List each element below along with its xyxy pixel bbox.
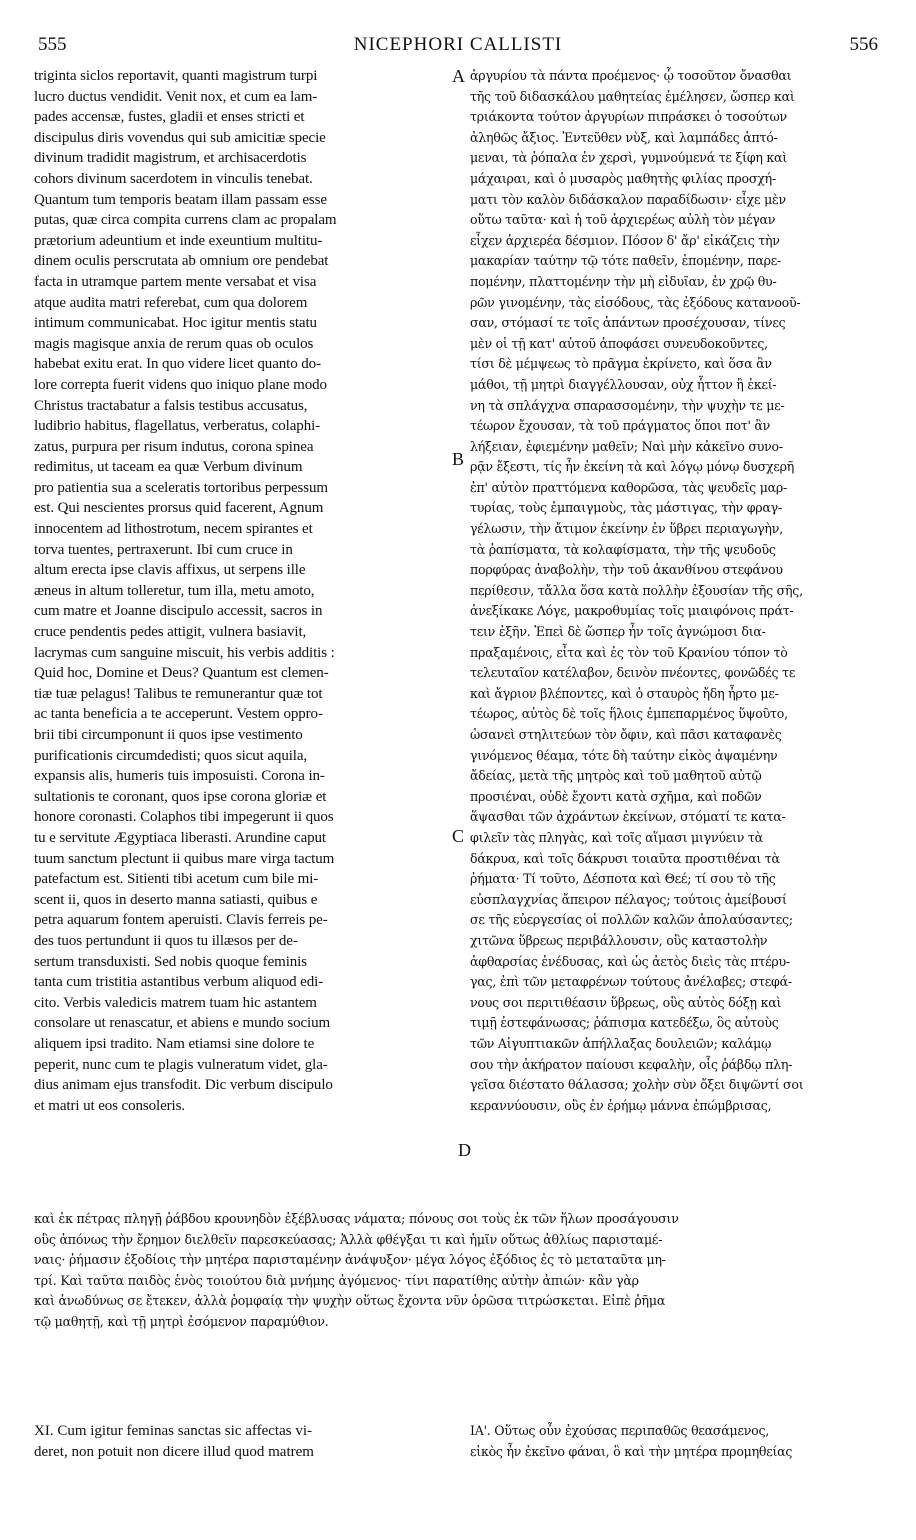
latin-text-line: cito. Verbis valedicis matrem tuam hic astantem [34,994,317,1011]
latin-text-line: putas, quæ circa compita currens clam ac propalam [34,212,337,229]
latin-text-line: brii tibi circumponunt ii quos ipse vestimento [34,727,303,743]
latin-text-line: est. Qui nescientes prorsus quid facerent, Agnum [34,500,324,517]
greek-section-ia [470,1421,882,1462]
greek-text-line: κεραννύουσιν, οὓς ἐν ἐρήμῳ μάννα ἐπώμβρισας, [470,1097,772,1113]
section-marker-b: B [452,449,465,469]
latin-text-line: peperit, nunc cum te plagis vulneratum videt, gla- [34,1056,328,1073]
greek-text-line: ματι τὸν καλὸν διδάσκαλον παραδίδωσιν· εἶχε μὲν [470,191,786,207]
greek-text-line: ῥήματα· Τί τοῦτο, Δέσποτα καὶ Θεέ; τί σου τὸ τῆς [470,871,776,887]
greek-text-line: γας, ἐπὶ τῶν μεταφρένων τούτους ἀνέλαβες; στεφά- [470,974,792,990]
greek-text-line: τρί. Καὶ ταῦτα παιδὸς ἑνὸς τοιούτου διὰ μνήμης ἀγόμενος· τίνι παρατίθης αὐτὴν ἀπιών· κἂν γὰρ [34,1272,639,1288]
latin-text-line: lucro ductus vendidit. Venit nox, et cum ea lam- [34,88,318,105]
latin-text-line: sertum transduxisti. Sed nobis quoque feminis [34,953,307,970]
latin-text-line: cum matre et Joanne discipulo accessit, sacros in [34,603,323,620]
latin-text-line: petra aquarum fontem aperuisti. Clavis ferreis pe- [34,912,328,929]
latin-text-line: dinem oculis perscrutata ab omnium ore pendebat [34,253,329,270]
page-header [38,34,878,58]
greek-text-line: σου τὴν ἀκήρατον παίουσι κεφαλὴν, οἷς ῥάβδῳ πλη- [470,1056,793,1072]
latin-text-line: redimitus, ut taceam ea quæ Verbum divinum [34,459,303,476]
latin-text-line: Quantum tum temporis beatam illam passam esse [34,191,327,208]
greek-text-line: ἅψασθαι τῶν ἀχράντων ἐκείνων, στόματί τε κατα- [470,809,786,825]
latin-column [34,66,456,1116]
greek-text-line: ρῶν γινομένην, τὰς εἰσόδους, τὰς ἐξόδους κατανοοῦ- [470,294,801,310]
latin-text-line: facta in utramque partem mente versabat et visa [34,273,317,290]
latin-text-line: dius animam ejus transfodit. Dic verbum discipulo [34,1077,333,1094]
greek-text-line: σαν, στόμασί τε τοῖς ἁπάντων προσέχουσαν, τίνες [470,315,786,331]
greek-text-line: ρᾷν ἔξεστι, τίς ἦν ἐκείνη τὰ καὶ λόγῳ μόνῳ δυσχερῆ [470,459,795,475]
greek-text-line: τίσι δὲ μέμψεως τὸ πρᾶγμα ἐκρίνετο, καὶ ὅσα ἂν [470,356,772,372]
greek-text-line: σε τῆς εὐεργεσίας οἱ πολλῶν καλῶν ἀπολαύσαντες; [470,912,793,928]
latin-text-line: divinum tradidit magistrum, et archisacerdotis [34,150,307,167]
latin-text-line: ludibrio habitus, flagellatus, verberatus, colaphi- [34,418,321,435]
latin-text-line: zatus, purpura per risum indutus, corona spinea [34,438,314,455]
greek-text-line: τὰ ῥαπίσματα, τὰ κολαφίσματα, τὴν τῆς ψευδοῦς [470,541,776,557]
section-marker-a: A [452,66,465,86]
latin-text-line: tu e servitute Ægyptiaca liberasti. Arundine caput [34,829,326,846]
greek-text-line: τέωρον ἔχουσαν, τὰ τοῦ πράγματος ὅποι ποτ' ἂν [470,418,771,434]
greek-text-line: ἀφθαρσίας ἐνέδυσας, καὶ ὡς ἀετὸς διεὶς τὰς πτέρυ- [470,953,790,969]
latin-text-line: lore correpta fuerit videns quo iniquo plane modo [34,376,327,393]
greek-text-line: γεῖσα διέστατο θάλασσα; χολὴν σὺν ὄξει διψῶντί σοι [470,1077,804,1093]
greek-text-line: προσιέναι, οὐδὲ ἔχοντι κατὰ σχῆμα, καὶ ποδῶν [470,788,762,804]
latin-section-xi [34,1421,456,1462]
latin-text-line: innocentem ad lithostrotum, necem spirantes et [34,521,313,538]
latin-text-line: æneus in altum tolleretur, tum illa, metu amoto, [34,582,315,599]
latin-text-line: honore coronasti. Colaphos tibi impegerunt ii quos [34,809,334,826]
greek-text-line: οὕτω ταῦτα· καὶ ἡ τοῦ ἀρχιερέως αὐλὴ τὸν μέγαν [470,212,776,228]
latin-text-line: tanta cum tristitia astantibus verbum aliquod edi- [34,974,324,991]
latin-text-line: scent ii, quos in deserto manna satiasti, quibus e [34,891,318,908]
greek-text-line: πομένην, πλαττομένην τὴν μὴ εἰδυῖαν, ἐν χρῷ θυ- [470,273,777,289]
latin-text-line: tiæ tuæ pelagus! Talibus te remunerantur quæ tot [34,685,323,702]
greek-text-line: μὲν οἱ τῇ κατ' αὐτοῦ ἀποφάσει συνευδοκοῦντες, [470,335,768,351]
greek-text-line: τέωρος, αὐτὸς δὲ τοῖς ἥλοις ἐμπεπαρμένος ὕψοῦτο, [470,706,788,722]
greek-text-line: ἄδείας, μετὰ τῆς μητρὸς καὶ τοῦ μαθητοῦ αὐτῷ [470,768,762,784]
greek-text-line: μακαρίαν ταύτην τῷ τότε παθεῖν, ἑπομένην, παρε- [470,253,782,269]
latin-text-line: tuum sanctum plectunt ii quibus mare virga tactum [34,850,335,867]
greek-text-line: νους σοι περιτιθέασιν ὕβρεως, οὓς αὐτὸς δόξῃ καὶ [470,994,782,1010]
greek-text-line: ΙΑ'. Οὕτως οὖν ἐχούσας περιπαθῶς θεασάμενος, [470,1423,770,1438]
greek-text-line: τελευταῖον κατέλαβον, δεινὸν πνέοντες, φονῶδές τε [470,665,796,681]
latin-text-line: torva tuentes, pertraxerunt. Ibi cum cruce in [34,541,293,558]
latin-text-line: consolare ut renascatur, et abiens e mundo socium [34,1015,331,1032]
greek-text-line: τῷ μαθητῇ, καὶ τῇ μητρὶ ἐσόμενον παραμύθιον. [34,1313,329,1329]
greek-text-line: φιλεῖν τὰς πληγὰς, καὶ τοῖς αἵμασι μιγνύειν τὰ [470,829,763,845]
latin-text-line: magis magisque anxia de rerum quas ob oculos [34,335,314,352]
latin-text-line: patefactum est. Sitienti tibi acetum cum bile mi- [34,871,319,888]
greek-text-line: νη τὰ σπλάγχνα σπαρασσομένην, τὴν ψυχὴν τε με- [470,397,785,413]
greek-text-line: μεναι, τὰ ῥόπαλα ἐν χερσὶ, γυμνούμενά τε ξίφη καὶ [470,150,787,166]
latin-text-line: expansis alis, humeris tuis imposuisti. Corona in- [34,768,325,785]
greek-text-line: τῶν Αἰγυπτιακῶν ἀπήλλαξας δουλειῶν; καλάμῳ [470,1035,772,1051]
latin-text-line: des tuos pertundunt ii quos tu illæsos per de- [34,932,298,949]
latin-text-line: triginta siclos reportavit, quanti magistrum turpi [34,68,318,84]
right-page-number: 556 [849,34,878,55]
latin-text-line: pro patientia sua a sceleratis tortoribus perpessum [34,479,328,496]
latin-text-line: XI. Cum igitur feminas sanctas sic affectas vi- [34,1423,312,1439]
left-page-number: 555 [38,34,67,55]
latin-text-line: habebat exitu erat. In quo videre licet quanto do- [34,356,321,373]
latin-text-line: discipulus diris vovendus qui sub amicitiæ specie [34,129,326,146]
greek-text-line: καὶ ἐκ πέτρας πληγῇ ῥάβδου κρουνηδὸν ἐξέβλυσας νάματα; πόνους σοι τοὺς ἐκ τῶν ἥλων προσάγουσιν [34,1211,679,1226]
greek-text-line: τειν ἐξῆν. Ἐπεὶ δὲ ὥσπερ ἦν τοῖς ἀγνώμοσι δια- [470,624,766,640]
latin-text-line: atque audita matri referebat, cum qua dolorem [34,294,308,311]
greek-text-line: εἶχεν ἀρχιερέα δέσμιον. Πόσον δ' ἄρ' εἰκάζεις τὴν [470,232,780,248]
greek-text-line: ἐπ' αὐτὸν πραττόμενα καθορῶσα, τὰς ψευδεῖς μαρ- [470,479,788,495]
latin-text-line: Christus tractabatur a falsis testibus accusatus, [34,397,308,414]
latin-text-line: Quid hoc, Domine et Deus? Quantum est clemen- [34,665,329,682]
greek-text-line: δάκρυα, καὶ τοῖς δάκρυσι τοιαῦτα προστιθέναι τὰ [470,850,780,866]
greek-text-line: γινόμενος θέαμα, τότε δὴ ταύτην εἰκὸς ἀψαμένην [470,747,778,763]
greek-text-line: μάχαιραι, καὶ ὁ μυσαρὸς μαθητὴς φιλίας προσχή- [470,170,776,186]
greek-text-line: ὡσανεὶ στηλιτεύων τὸν ὄφιν, καὶ πᾶσι καταφανὲς [470,727,782,742]
latin-text-line: cruce pendentis pedes attigit, vulnera basiavit, [34,624,307,641]
greek-text-line: καὶ ἀνωδύνως σε ἔτεκεν, ἀλλὰ ῥομφαίᾳ τὴν ψυχὴν οὕτως ἔχοντα νῦν ὁρῶσα τιτρώσκεται. Εἰπὲ ῥῆμα [34,1293,666,1309]
greek-text-line: οὓς ἀπόνως τὴν ἔρημον διελθεῖν παρεσκεύασας; Ἀλλὰ φθέγξαι τι καὶ ἡμῖν οὕτως ἀθλίως παρισταμέ- [34,1231,663,1247]
latin-text-line: prætorium adeuntium et inde exeuntium multitu- [34,232,323,249]
latin-text-line: cohors divinum sacerdotem in vinculis tenebat. [34,170,313,187]
greek-text-line: εἰκὸς ἦν ἐκεῖνο φάναι, ὃ καὶ τὴν μητέρα προμηθείας [470,1443,793,1459]
full-width-greek-passage [34,1209,884,1333]
greek-text-line: λήξειαν, ἐφιεμένην μαθεῖν; Ναὶ μὴν κἀκεῖνο συνο- [470,438,783,454]
greek-text-line: γέλωσιν, τὴν ἄτιμον ἐκείνην ἐν ὕβρει περιαγωγὴν, [470,521,783,537]
greek-text-line: ἀληθῶς ἄξιος. Ἐντεῦθεν νὺξ, καὶ λαμπάδες ἁπτό- [470,129,778,145]
greek-text-line: τῆς τοῦ διδασκάλου μαθητείας ἐμέλησεν, ὥσπερ καὶ [470,88,795,104]
greek-text-line: εὐσπλαγχνίας ἄπειρον πέλαγος; τούτοις ἀμείβουσί [470,891,787,907]
section-marker-c: C [452,826,465,846]
latin-text-line: pades accensæ, fustes, gladii et enses stricti et [34,109,305,126]
greek-text-line: χιτῶνα ὕβρεως περιβάλλουσιν, οὓς καταστολὴν [470,932,768,948]
greek-text-line: τυρίας, τοὺς ἐμπαιγμοὺς, τὰς μάστιγας, τὴν φραγ- [470,500,782,516]
running-title: NICEPHORI CALLISTI [353,34,563,55]
latin-text-line: deret, non potuit non dicere illud quod matrem [34,1443,314,1460]
section-marker-d: D [458,1140,471,1160]
greek-text-line: καὶ ἄγριον βλέποντες, καὶ ὁ σταυρὸς ἤδη ἦρτο με- [470,685,779,701]
latin-text-line: aliquem ipsi tradito. Nam etiamsi sine dolore te [34,1035,315,1052]
greek-text-line: πορφύρας ἀναβολὴν, τὴν τοῦ ἀκανθίνου στεφάνου [470,562,783,578]
latin-text-line: ac tanta beneficia a te acceperunt. Vestem oppro- [34,706,323,723]
greek-text-line: πραξαμένοις, εἶτα καὶ ἐς τὸν τοῦ Κρανίου τόπον τὸ [470,644,788,660]
greek-text-line: ἀνεξίκακε Λόγε, μακροθυμίας τοῖς μιαιφόνοις πράτ- [470,603,794,619]
latin-text-line: lacrymas cum sanguine miscuit, his verbis additis : [34,644,335,661]
latin-text-line: purificationis circumdedisti; quos sicut aquila, [34,747,308,764]
latin-text-line: sultationis te coronant, quos ipse corona gloriæ et [34,788,327,805]
greek-text-line: ἀργυρίου τὰ πάντα προέμενος· ᾧ τοσοῦτον ὄνασθαι [470,68,792,83]
latin-text-line: intimum communicabat. Hoc igitur mentis statu [34,315,317,332]
greek-text-line: περίθεσιν, τἄλλα ὅσα κατὰ πολλὴν ἐξουσίαν τῆς σῆς, [470,582,803,598]
greek-text-line: τριάκοντα τούτον ἀργυρίων πιπράσκει ὁ τοσούτων [470,109,787,125]
greek-text-line: ναις· ῥήμασιν ἐξοδίοις τὴν μητέρα παρισταμένην ἀνάψυξον· μέγα λόγος ἐξόδιος ἐς τὸ μεταταῦτα μη- [34,1252,666,1268]
greek-text-line: τιμῇ ἐστεφάνωσας; ῥάπισμα κατεδέξω, ὃς αὐτοὺς [470,1015,779,1031]
latin-text-line: altum erecta ipse clavis affixus, ut serpens ille [34,562,306,579]
latin-text-line: et matri ut eos consoleris. [34,1097,186,1114]
greek-column [470,66,882,1116]
greek-text-line: μάθοι, τῇ μητρὶ διαγγέλλουσαν, οὐχ ἧττον ἢ ἐκεί- [470,376,777,392]
